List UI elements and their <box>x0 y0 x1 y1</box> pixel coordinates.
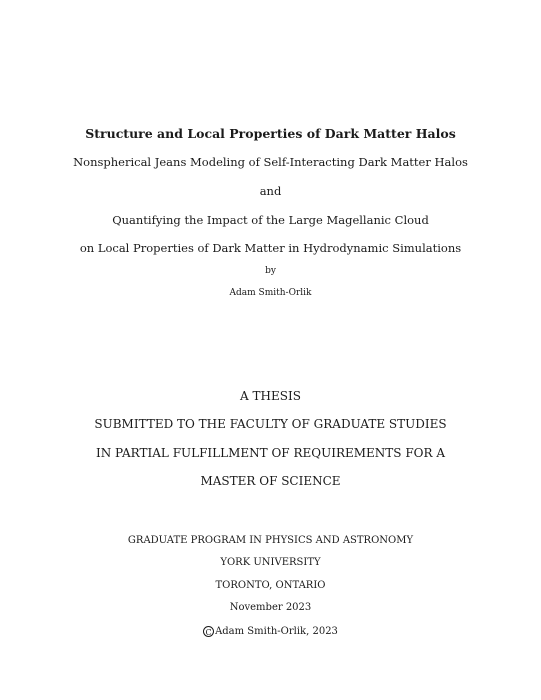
subtitle-part-2-line-2: on Local Properties of Dark Matter in Hydrodynamic Simulations <box>79 241 462 255</box>
thesis-statement-line-2: SUBMITTED TO THE FACULTY OF GRADUATE STUDIES <box>94 417 447 431</box>
university-name: YORK UNIVERSITY <box>220 557 321 568</box>
subtitle-part-2-line-1: Quantifying the Impact of the Large Magellanic Cloud <box>112 213 429 227</box>
by-label: by <box>265 266 276 276</box>
thesis-title: Structure and Local Properties of Dark Matter Halos <box>85 126 456 141</box>
copyright-line <box>0 626 541 637</box>
copyright-holder: Adam Smith-Orlik, 2023 <box>215 626 338 637</box>
thesis-statement-line-3: IN PARTIAL FULFILLMENT OF REQUIREMENTS FOR A <box>95 446 445 460</box>
university-location: TORONTO, ONTARIO <box>215 580 326 591</box>
copyright-icon: C <box>203 626 214 637</box>
subtitle-conjunction: and <box>259 184 282 198</box>
thesis-statement-line-4: MASTER OF SCIENCE <box>200 474 341 488</box>
subtitle-part-1: Nonspherical Jeans Modeling of Self-Interacting Dark Matter Halos <box>73 155 468 169</box>
graduate-program: GRADUATE PROGRAM IN PHYSICS AND ASTRONOMY <box>127 535 414 546</box>
author-name: Adam Smith-Orlik <box>229 288 312 298</box>
thesis-statement-line-1: A THESIS <box>240 389 301 403</box>
submission-date: November 2023 <box>229 602 312 613</box>
